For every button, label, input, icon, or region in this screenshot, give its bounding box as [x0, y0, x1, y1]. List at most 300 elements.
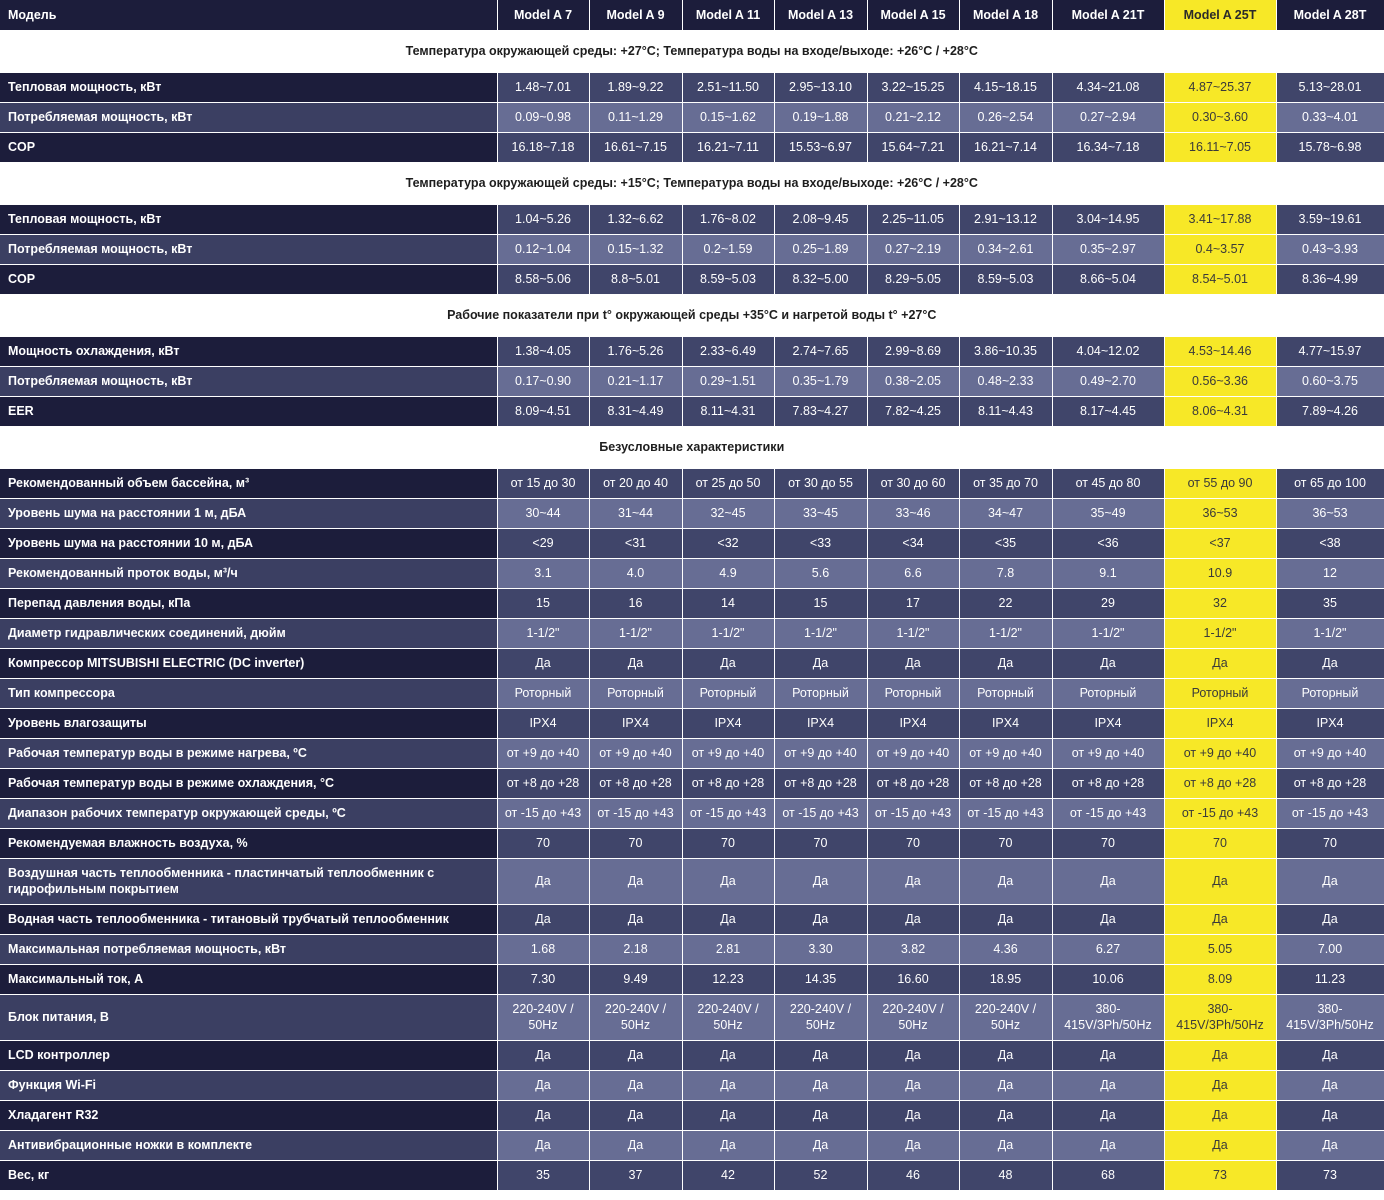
value-cell: 0.49~2.70: [1052, 366, 1164, 396]
value-cell-highlighted: 8.54~5.01: [1164, 264, 1276, 294]
value-cell: 0.21~2.12: [867, 102, 959, 132]
value-cell: Да: [1052, 1130, 1164, 1160]
value-cell: 1.48~7.01: [497, 72, 589, 102]
value-cell: 35~49: [1052, 498, 1164, 528]
row-label: LCD контроллер: [0, 1040, 497, 1070]
value-cell: 4.0: [589, 558, 682, 588]
section-header-row: [0, 426, 1384, 468]
table-row: [0, 648, 1384, 678]
value-cell: 4.15~18.15: [959, 72, 1052, 102]
value-cell: 8.29~5.05: [867, 264, 959, 294]
value-cell: 1.89~9.22: [589, 72, 682, 102]
value-cell: 1.68: [497, 934, 589, 964]
value-cell: 4.34~21.08: [1052, 72, 1164, 102]
value-cell: 16: [589, 588, 682, 618]
model-header: Model A 28T: [1276, 0, 1384, 30]
value-cell: 16.18~7.18: [497, 132, 589, 162]
row-label: EER: [0, 396, 497, 426]
value-cell: 2.81: [682, 934, 774, 964]
value-cell-highlighted: 3.41~17.88: [1164, 204, 1276, 234]
value-cell: 7.8: [959, 558, 1052, 588]
value-cell: Да: [589, 1070, 682, 1100]
value-cell: Да: [682, 1130, 774, 1160]
value-cell-highlighted: Да: [1164, 1070, 1276, 1100]
value-cell: 42: [682, 1160, 774, 1190]
row-label: COP: [0, 132, 497, 162]
value-cell: Да: [1276, 1070, 1384, 1100]
value-cell: 0.11~1.29: [589, 102, 682, 132]
value-cell: 1-1/2": [867, 618, 959, 648]
value-cell: Да: [867, 858, 959, 904]
value-cell: от 20 до 40: [589, 468, 682, 498]
value-cell: Да: [867, 1130, 959, 1160]
value-cell: Да: [682, 1100, 774, 1130]
value-cell: 5.13~28.01: [1276, 72, 1384, 102]
value-cell: 31~44: [589, 498, 682, 528]
value-cell: 0.15~1.62: [682, 102, 774, 132]
value-cell-highlighted: Да: [1164, 648, 1276, 678]
value-cell: 68: [1052, 1160, 1164, 1190]
row-label: Максимальная потребляемая мощность, кВт: [0, 934, 497, 964]
value-cell: 7.00: [1276, 934, 1384, 964]
row-label: Уровень влагозащиты: [0, 708, 497, 738]
value-cell: Да: [497, 858, 589, 904]
table-row: [0, 558, 1384, 588]
model-header: Model A 7: [497, 0, 589, 30]
value-cell: 4.04~12.02: [1052, 336, 1164, 366]
value-cell: 220-240V / 50Hz: [959, 994, 1052, 1040]
value-cell: IPX4: [1276, 708, 1384, 738]
value-cell: Роторный: [774, 678, 867, 708]
value-cell: от 30 до 60: [867, 468, 959, 498]
value-cell: 1-1/2": [1052, 618, 1164, 648]
value-cell: Да: [497, 1130, 589, 1160]
value-cell: 220-240V / 50Hz: [774, 994, 867, 1040]
table-row: [0, 264, 1384, 294]
value-cell-highlighted: 0.30~3.60: [1164, 102, 1276, 132]
row-label: Потребляемая мощность, кВт: [0, 234, 497, 264]
table-row: [0, 934, 1384, 964]
value-cell: 3.30: [774, 934, 867, 964]
value-cell: 14: [682, 588, 774, 618]
row-label: Блок питания, В: [0, 994, 497, 1040]
table-row: [0, 678, 1384, 708]
row-label: Рекомендованный проток воды, м³/ч: [0, 558, 497, 588]
row-label: Потребляемая мощность, кВт: [0, 366, 497, 396]
value-cell: 16.60: [867, 964, 959, 994]
value-cell: IPX4: [867, 708, 959, 738]
value-cell: 380-415V/3Ph/50Hz: [1052, 994, 1164, 1040]
value-cell: 9.49: [589, 964, 682, 994]
value-cell-highlighted: IPX4: [1164, 708, 1276, 738]
value-cell: Да: [589, 1100, 682, 1130]
value-cell: от +8 до +28: [1052, 768, 1164, 798]
value-cell: Да: [1276, 904, 1384, 934]
value-cell: 6.27: [1052, 934, 1164, 964]
value-cell: <33: [774, 528, 867, 558]
value-cell: 1.38~4.05: [497, 336, 589, 366]
value-cell: 70: [589, 828, 682, 858]
value-cell-highlighted: Да: [1164, 904, 1276, 934]
value-cell: Да: [1276, 1130, 1384, 1160]
value-cell: от +8 до +28: [589, 768, 682, 798]
value-cell: 52: [774, 1160, 867, 1190]
value-cell: от +8 до +28: [682, 768, 774, 798]
table-row: [0, 1070, 1384, 1100]
value-cell: <36: [1052, 528, 1164, 558]
table-row: [0, 234, 1384, 264]
value-cell: 0.09~0.98: [497, 102, 589, 132]
row-label: Тепловая мощность, кВт: [0, 204, 497, 234]
section-title: Безусловные характеристики: [0, 426, 1384, 468]
value-cell: 1-1/2": [774, 618, 867, 648]
value-cell: Да: [774, 1040, 867, 1070]
section-header-row: [0, 30, 1384, 72]
value-cell: 4.36: [959, 934, 1052, 964]
value-cell: 17: [867, 588, 959, 618]
value-cell: 0.38~2.05: [867, 366, 959, 396]
value-cell: IPX4: [682, 708, 774, 738]
table-row: [0, 72, 1384, 102]
row-label: Антивибрационные ножки в комплекте: [0, 1130, 497, 1160]
value-cell: Роторный: [682, 678, 774, 708]
value-cell: 48: [959, 1160, 1052, 1190]
value-cell: 4.9: [682, 558, 774, 588]
value-cell: 15: [774, 588, 867, 618]
value-cell-highlighted: 16.11~7.05: [1164, 132, 1276, 162]
value-cell: 2.51~11.50: [682, 72, 774, 102]
row-label: Максимальный ток, А: [0, 964, 497, 994]
value-cell: 70: [867, 828, 959, 858]
value-cell: <29: [497, 528, 589, 558]
row-label: Диаметр гидравлических соединений, дюйм: [0, 618, 497, 648]
value-cell: Да: [589, 648, 682, 678]
value-cell: 7.82~4.25: [867, 396, 959, 426]
value-cell: 1-1/2": [959, 618, 1052, 648]
value-cell: Да: [589, 1040, 682, 1070]
value-cell: Да: [682, 1070, 774, 1100]
value-cell: 30~44: [497, 498, 589, 528]
row-label: Рекомендуемая влажность воздуха, %: [0, 828, 497, 858]
value-cell: 8.31~4.49: [589, 396, 682, 426]
value-cell: 2.18: [589, 934, 682, 964]
row-label: Перепад давления воды, кПа: [0, 588, 497, 618]
value-cell-highlighted: 73: [1164, 1160, 1276, 1190]
table-row: [0, 828, 1384, 858]
spec-body: [0, 30, 1384, 1190]
row-label: Тепловая мощность, кВт: [0, 72, 497, 102]
value-cell-highlighted: от -15 до +43: [1164, 798, 1276, 828]
value-cell: 1.76~5.26: [589, 336, 682, 366]
value-cell: Да: [682, 648, 774, 678]
value-cell: 8.59~5.03: [959, 264, 1052, 294]
value-cell: 9.1: [1052, 558, 1164, 588]
value-cell-highlighted: 4.53~14.46: [1164, 336, 1276, 366]
value-cell: от +8 до +28: [497, 768, 589, 798]
table-row: [0, 618, 1384, 648]
value-cell: 0.27~2.94: [1052, 102, 1164, 132]
row-label: Уровень шума на расстоянии 1 м, дБА: [0, 498, 497, 528]
row-label: Рекомендованный объем бассейна, м³: [0, 468, 497, 498]
value-cell-highlighted: 8.06~4.31: [1164, 396, 1276, 426]
value-cell: 0.43~3.93: [1276, 234, 1384, 264]
value-cell: 1-1/2": [589, 618, 682, 648]
value-cell: 32~45: [682, 498, 774, 528]
value-cell: 16.34~7.18: [1052, 132, 1164, 162]
value-cell-highlighted: 0.56~3.36: [1164, 366, 1276, 396]
value-cell: 2.99~8.69: [867, 336, 959, 366]
value-cell-highlighted: Роторный: [1164, 678, 1276, 708]
value-cell: 2.25~11.05: [867, 204, 959, 234]
section-title: Температура окружающей среды: +27°C; Температура воды на входе/выходе: +26°C / +28°C: [0, 30, 1384, 72]
value-cell: 8.17~4.45: [1052, 396, 1164, 426]
value-cell: Да: [774, 1130, 867, 1160]
table-row: [0, 498, 1384, 528]
value-cell: от -15 до +43: [774, 798, 867, 828]
row-label: Воздушная часть теплообменника - пластинчатый теплообменник с гидрофильным покрытием: [0, 858, 497, 904]
value-cell: от +8 до +28: [867, 768, 959, 798]
table-row: [0, 904, 1384, 934]
value-cell: 8.58~5.06: [497, 264, 589, 294]
table-row: [0, 798, 1384, 828]
value-cell: 0.34~2.61: [959, 234, 1052, 264]
value-cell: 8.66~5.04: [1052, 264, 1164, 294]
value-cell: 15.78~6.98: [1276, 132, 1384, 162]
value-cell: IPX4: [589, 708, 682, 738]
value-cell: Да: [774, 1100, 867, 1130]
value-cell: 18.95: [959, 964, 1052, 994]
value-cell: Да: [867, 1100, 959, 1130]
value-cell: 220-240V / 50Hz: [589, 994, 682, 1040]
value-cell: от +8 до +28: [1276, 768, 1384, 798]
value-cell: Роторный: [1052, 678, 1164, 708]
value-cell: 2.74~7.65: [774, 336, 867, 366]
value-cell: 0.15~1.32: [589, 234, 682, 264]
section-header-row: [0, 162, 1384, 204]
value-cell: 3.1: [497, 558, 589, 588]
table-row: [0, 768, 1384, 798]
section-title: Рабочие показатели при t° окружающей среды +35°C и нагретой воды t° +27°C: [0, 294, 1384, 336]
value-cell: 220-240V / 50Hz: [682, 994, 774, 1040]
value-cell: от 35 до 70: [959, 468, 1052, 498]
table-row: [0, 588, 1384, 618]
value-cell: 3.86~10.35: [959, 336, 1052, 366]
value-cell: 0.27~2.19: [867, 234, 959, 264]
value-cell: Роторный: [589, 678, 682, 708]
value-cell-highlighted: 380-415V/3Ph/50Hz: [1164, 994, 1276, 1040]
value-cell: от +8 до +28: [774, 768, 867, 798]
value-cell: Да: [497, 904, 589, 934]
section-header-row: [0, 294, 1384, 336]
value-cell: 8.11~4.31: [682, 396, 774, 426]
value-cell: 0.35~1.79: [774, 366, 867, 396]
value-cell: от 30 до 55: [774, 468, 867, 498]
value-cell: Да: [497, 1100, 589, 1130]
value-cell-highlighted: от +8 до +28: [1164, 768, 1276, 798]
table-row: [0, 858, 1384, 904]
value-cell: Да: [959, 1040, 1052, 1070]
value-cell: 4.77~15.97: [1276, 336, 1384, 366]
value-cell: 34~47: [959, 498, 1052, 528]
value-cell: от +9 до +40: [1276, 738, 1384, 768]
value-cell: 70: [497, 828, 589, 858]
value-cell: 2.91~13.12: [959, 204, 1052, 234]
table-row: [0, 708, 1384, 738]
row-label: Хладагент R32: [0, 1100, 497, 1130]
value-cell: от +9 до +40: [497, 738, 589, 768]
table-row: [0, 204, 1384, 234]
row-label: Рабочая температур воды в режиме охлаждения, °C: [0, 768, 497, 798]
value-cell: 0.29~1.51: [682, 366, 774, 396]
value-cell: 3.22~15.25: [867, 72, 959, 102]
value-cell: от -15 до +43: [867, 798, 959, 828]
table-row: [0, 528, 1384, 558]
value-cell: 1.04~5.26: [497, 204, 589, 234]
value-cell: от -15 до +43: [589, 798, 682, 828]
value-cell: 8.09~4.51: [497, 396, 589, 426]
table-row: [0, 1160, 1384, 1190]
value-cell: от -15 до +43: [959, 798, 1052, 828]
value-cell: 0.35~2.97: [1052, 234, 1164, 264]
value-cell: 0.33~4.01: [1276, 102, 1384, 132]
value-cell: 35: [1276, 588, 1384, 618]
value-cell: <31: [589, 528, 682, 558]
value-cell: Да: [1052, 858, 1164, 904]
value-cell: 2.95~13.10: [774, 72, 867, 102]
value-cell: Да: [959, 858, 1052, 904]
value-cell: Да: [1052, 904, 1164, 934]
value-cell: Да: [497, 648, 589, 678]
section-title: Температура окружающей среды: +15°C; Температура воды на входе/выходе: +26°C / +28°C: [0, 162, 1384, 204]
value-cell: 220-240V / 50Hz: [497, 994, 589, 1040]
value-cell: 0.17~0.90: [497, 366, 589, 396]
value-cell: Да: [867, 1040, 959, 1070]
value-cell: 3.04~14.95: [1052, 204, 1164, 234]
value-cell: от 25 до 50: [682, 468, 774, 498]
row-label: Мощность охлаждения, кВт: [0, 336, 497, 366]
value-cell-highlighted: 70: [1164, 828, 1276, 858]
model-header: Model A 11: [682, 0, 774, 30]
value-cell: 0.26~2.54: [959, 102, 1052, 132]
value-cell-highlighted: Да: [1164, 858, 1276, 904]
value-cell: 11.23: [1276, 964, 1384, 994]
value-cell: от +9 до +40: [867, 738, 959, 768]
value-cell: Роторный: [1276, 678, 1384, 708]
value-cell: 220-240V / 50Hz: [867, 994, 959, 1040]
value-cell: 8.11~4.43: [959, 396, 1052, 426]
table-row: [0, 964, 1384, 994]
table-row: [0, 1040, 1384, 1070]
value-cell-highlighted: Да: [1164, 1100, 1276, 1130]
value-cell-highlighted: 5.05: [1164, 934, 1276, 964]
value-cell: Да: [1276, 1040, 1384, 1070]
value-cell: Да: [682, 904, 774, 934]
value-cell: 33~46: [867, 498, 959, 528]
value-cell: 0.2~1.59: [682, 234, 774, 264]
value-cell: Да: [497, 1040, 589, 1070]
value-cell: IPX4: [959, 708, 1052, 738]
row-label: Тип компрессора: [0, 678, 497, 708]
value-cell: Да: [589, 858, 682, 904]
value-cell: от +9 до +40: [774, 738, 867, 768]
value-cell-highlighted: 4.87~25.37: [1164, 72, 1276, 102]
value-cell-highlighted: Да: [1164, 1130, 1276, 1160]
value-cell: от +9 до +40: [682, 738, 774, 768]
header-row: [0, 0, 1384, 30]
table-row: [0, 102, 1384, 132]
value-cell: 35: [497, 1160, 589, 1190]
value-cell: 0.25~1.89: [774, 234, 867, 264]
value-cell: 3.59~19.61: [1276, 204, 1384, 234]
value-cell-highlighted: 0.4~3.57: [1164, 234, 1276, 264]
table-row: [0, 336, 1384, 366]
value-cell: 8.59~5.03: [682, 264, 774, 294]
value-cell: 3.82: [867, 934, 959, 964]
value-cell: Да: [774, 648, 867, 678]
value-cell: Да: [1052, 648, 1164, 678]
value-cell: Да: [497, 1070, 589, 1100]
table-row: [0, 1130, 1384, 1160]
table-row: [0, 1100, 1384, 1130]
value-cell: Да: [959, 1100, 1052, 1130]
value-cell: IPX4: [497, 708, 589, 738]
value-cell: Роторный: [959, 678, 1052, 708]
value-cell: 29: [1052, 588, 1164, 618]
value-cell: от +9 до +40: [1052, 738, 1164, 768]
model-header: Model A 13: [774, 0, 867, 30]
value-cell: 1-1/2": [1276, 618, 1384, 648]
value-cell: 16.21~7.11: [682, 132, 774, 162]
value-cell: Да: [1276, 648, 1384, 678]
value-cell: от +9 до +40: [959, 738, 1052, 768]
value-cell: 15: [497, 588, 589, 618]
value-cell: 70: [1276, 828, 1384, 858]
value-cell: 7.89~4.26: [1276, 396, 1384, 426]
table-row: [0, 396, 1384, 426]
value-cell-highlighted: от +9 до +40: [1164, 738, 1276, 768]
value-cell: 8.8~5.01: [589, 264, 682, 294]
value-cell: 2.33~6.49: [682, 336, 774, 366]
value-cell: Да: [959, 1070, 1052, 1100]
value-cell: Да: [1052, 1070, 1164, 1100]
value-cell: 15.64~7.21: [867, 132, 959, 162]
value-cell: Да: [867, 904, 959, 934]
value-cell: 0.19~1.88: [774, 102, 867, 132]
value-cell: 16.61~7.15: [589, 132, 682, 162]
value-cell: 8.32~5.00: [774, 264, 867, 294]
value-cell: 46: [867, 1160, 959, 1190]
value-cell: от 15 до 30: [497, 468, 589, 498]
value-cell: IPX4: [1052, 708, 1164, 738]
value-cell: 1.76~8.02: [682, 204, 774, 234]
row-label: Вес, кг: [0, 1160, 497, 1190]
value-cell: 1.32~6.62: [589, 204, 682, 234]
row-label: COP: [0, 264, 497, 294]
value-cell: 70: [959, 828, 1052, 858]
table-row: [0, 132, 1384, 162]
value-cell: Да: [867, 648, 959, 678]
value-cell: 0.48~2.33: [959, 366, 1052, 396]
value-cell: от -15 до +43: [1276, 798, 1384, 828]
value-cell: Да: [959, 904, 1052, 934]
header-label: Модель: [0, 0, 497, 30]
model-header: Model A 18: [959, 0, 1052, 30]
value-cell: IPX4: [774, 708, 867, 738]
value-cell: 5.6: [774, 558, 867, 588]
value-cell: 70: [682, 828, 774, 858]
value-cell: Да: [682, 1040, 774, 1070]
value-cell: 0.21~1.17: [589, 366, 682, 396]
